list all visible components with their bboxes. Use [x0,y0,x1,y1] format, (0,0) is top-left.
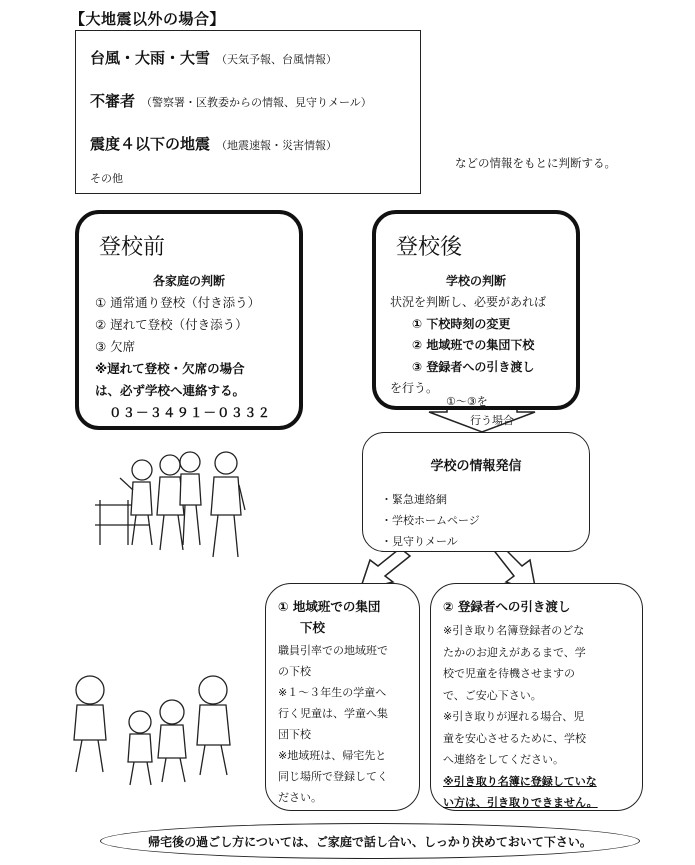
info-note: などの情報をもとに判断する。 [455,156,616,170]
after-arrival-list [390,292,546,400]
info-line-note: （地震速報・災害情報） [216,139,338,152]
title-line: 下校 [300,620,326,635]
body-line: 童を安心させるために、学校 [443,731,586,745]
school-info-title: 学校の情報発信 [430,459,522,474]
info-line-main: 台風・大雨・大雪 [90,49,211,67]
before-school-list [95,292,271,424]
info-line-note: （天気予報、台風情報） [216,53,338,66]
info-line-main: 不審者 [90,92,136,110]
body-line: 行く児童は、学童へ集 [278,707,388,720]
after-arrival-subtitle: 学校の判断 [445,274,506,288]
list-item: ・緊急連絡網 [381,493,447,506]
body-line: 同じ場所で登録してく [278,770,388,783]
before-school-box [75,210,303,430]
handover-body [443,620,635,814]
group-dismissal-title [278,596,380,638]
list-item: ・見守りメール [381,535,458,548]
arrow-label-line: ①～③を [446,395,488,408]
body-line: ※引き取りが遅れる場合、児 [443,710,585,723]
body-line: 職員引率での地域班で [278,644,388,657]
arrow-label [446,392,514,430]
body-line: ※１～３年生の学童へ [278,686,387,699]
body-line: で、ご安心下さい。 [443,688,542,702]
body-line: ださい。 [278,791,322,804]
notice-line: ※遅れて登校・欠席の場合 [95,361,245,376]
list-item: ② 遅れて登校（付き添う） [95,317,248,332]
children-walking-illustration [95,452,245,557]
info-other: その他 [90,172,123,185]
children-group-illustration [74,676,230,785]
warning-line: い方は、引き取りできません。 [443,796,598,809]
body-line: ※地域班は、帰宅先と [278,749,387,762]
school-info-list [381,489,480,552]
before-school-title: 登校前 [99,235,166,260]
handover-box [430,583,643,811]
list-item: ② 地域班での集団下校 [412,338,535,352]
title-line: ① 地域班での集団 [278,599,381,614]
tail-text: を行う。 [390,381,439,395]
info-line-note: （警察署・区教委からの情報、見守りメール） [141,96,372,109]
section-title: 【大地震以外の場合】 [70,10,226,28]
group-dismissal-box [265,583,420,811]
intro-text: 状況を判断し、必要があれば [390,295,547,309]
list-item: ・学校ホームページ [381,514,480,527]
before-school-subtitle: 各家庭の判断 [152,274,225,288]
body-line: 団下校 [278,728,311,741]
home-discussion-text: 帰宅後の過ごし方については、ご家庭で話し合い、しっかり決めておいて下さい。 [148,835,592,849]
list-item: ① 通常通り登校（付き添う） [95,295,261,310]
after-arrival-title: 登校後 [396,235,463,260]
notice-line: は、必ず学校へ連絡する。 [95,383,246,398]
school-info-box [362,432,590,552]
list-item: ③ 欠席 [95,339,136,354]
home-discussion-banner [100,823,640,859]
warning-line: ※引き取り名簿に登録していな [443,774,597,788]
handover-title: ② 登録者への引き渡し [443,599,571,614]
group-dismissal-body [278,640,413,808]
list-item: ③ 登録者への引き渡し [412,359,535,374]
info-line-main: 震度４以下の地震 [90,135,211,153]
body-line: の下校 [278,665,311,678]
body-line: へ連絡をしてください。 [443,753,564,766]
school-phone: ０３－３４９１－０３３２ [109,405,272,420]
body-line: たかのお迎えがあるまで、学 [443,645,586,659]
body-line: 校で児童を待機させますの [443,667,575,680]
body-line: ※引き取り名簿登録者のどな [443,624,585,637]
after-arrival-box [372,210,580,410]
list-item: ① 下校時刻の変更 [412,316,511,331]
arrow-label-line: 行う場合 [470,414,514,427]
